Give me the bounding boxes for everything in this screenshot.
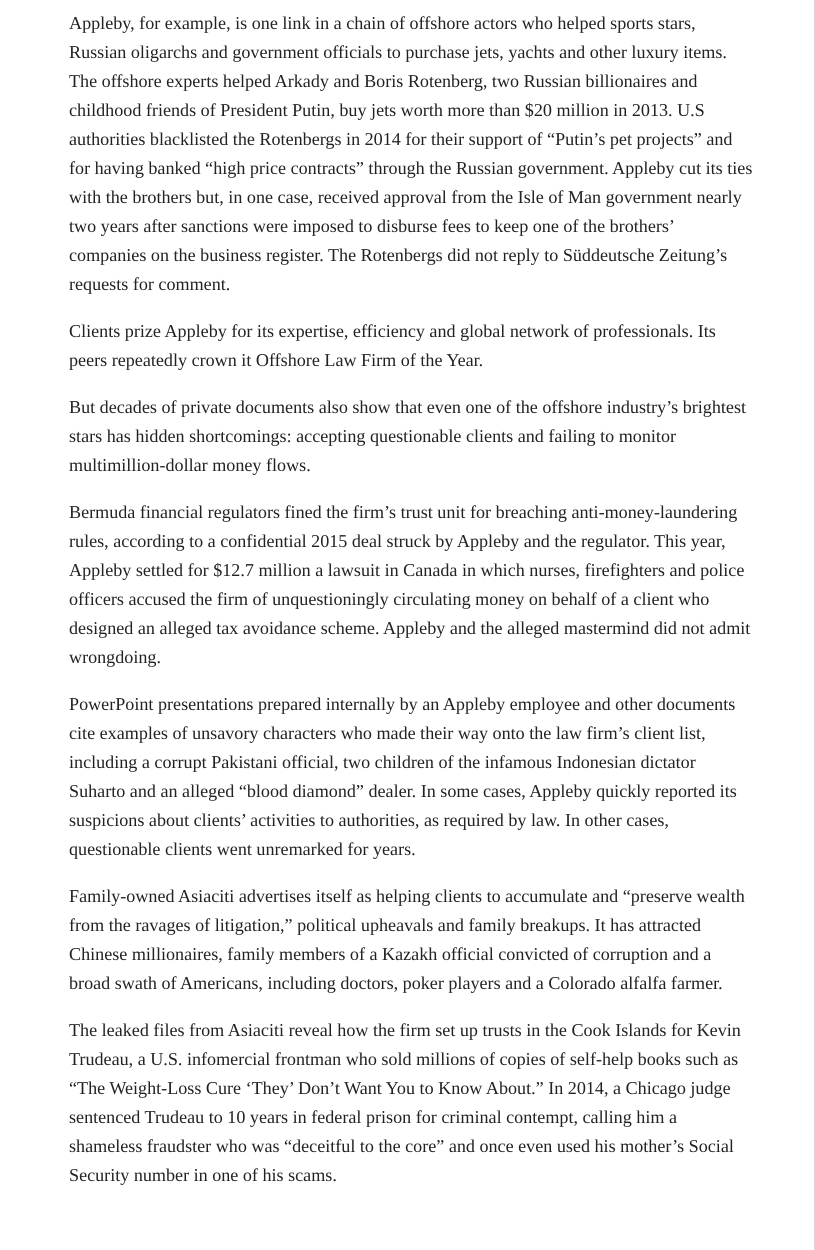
article-paragraph-4: Bermuda financial regulators fined the firm’s trust unit for breaching anti-money-laundering rules, according to a confidential 2015 deal struck by Appleby and the regulator. This year, Appleby settled for $12.7 million a lawsuit in Canada in which nurses, firefighters and police officers accused the firm of unquestioningly circulating money on behalf of a client who designed an alleged tax avoidance scheme. Appleby and the alleged mastermind did not admit wrongdoing. [69, 502, 751, 667]
article-paragraph-1: Appleby, for example, is one link in a chain of offshore actors who helped sports stars, Russian oligarchs and government officials to purchase jets, yachts and other luxury items. The offshore experts helped Arkady and Boris Rotenberg, two Russian billionaires and childhood friends of President Putin, buy jets worth more than $20 million in 2013. U.S authorities blacklisted the Rotenbergs in 2014 for their support of “Putin’s pet projects” and for having banked “high price contracts” through the Russian government. Appleby cut its ties with the brothers but, in one case, received approval from the Isle of Man government nearly two years after sanctions were imposed to disburse fees to keep one of the brothers’ companies on the business register. The Rotenbergs did not reply to Süddeutsche Zeitung’s requests for comment. [69, 13, 753, 294]
article-paragraph-3: But decades of private documents also show that even one of the offshore industry’s brightest stars has hidden shortcomings: accepting questionable clients and failing to monitor multimillion-dollar money flows. [69, 397, 747, 475]
article-paragraph-6: Family-owned Asiaciti advertises itself as helping clients to accumulate and “preserve wealth from the ravages of litigation,” political upheavals and family breakups. It has attracted Chinese millionaires, family members of a Kazakh official convicted of corruption and a broad swath of Americans, including doctors, poker players and a Colorado alfalfa farmer. [69, 886, 745, 993]
article-paragraph-5: PowerPoint presentations prepared internally by an Appleby employee and other documents cite examples of unsavory characters who made their way onto the law firm’s client list, including a corrupt Pakistani official, two children of the infamous Indonesian dictator Suharto and an alleged “blood diamond” dealer. In some cases, Appleby quickly reported its suspicions about clients’ activities to authorities, as required by law. In other cases, questionable clients went unremarked for years. [69, 694, 737, 859]
article-paragraph-7: The leaked files from Asiaciti reveal how the firm set up trusts in the Cook Islands for Kevin Trudeau, a U.S. infomercial frontman who sold millions of copies of self-help books such as “The Weight-Loss Cure ‘They’ Don’t Want You to Know About.” In 2014, a Chicago judge sentenced Trudeau to 10 years in federal prison for criminal contempt, calling him a shameless fraudster who was “deceitful to the core” and once even used his mother’s Social Security number in one of his scams. [69, 1020, 741, 1185]
article-paragraph-2: Clients prize Appleby for its expertise, efficiency and global network of professionals. Its peers repeatedly crown it Offshore Law Firm of the Year. [69, 321, 716, 370]
article-body [69, 9, 753, 1208]
